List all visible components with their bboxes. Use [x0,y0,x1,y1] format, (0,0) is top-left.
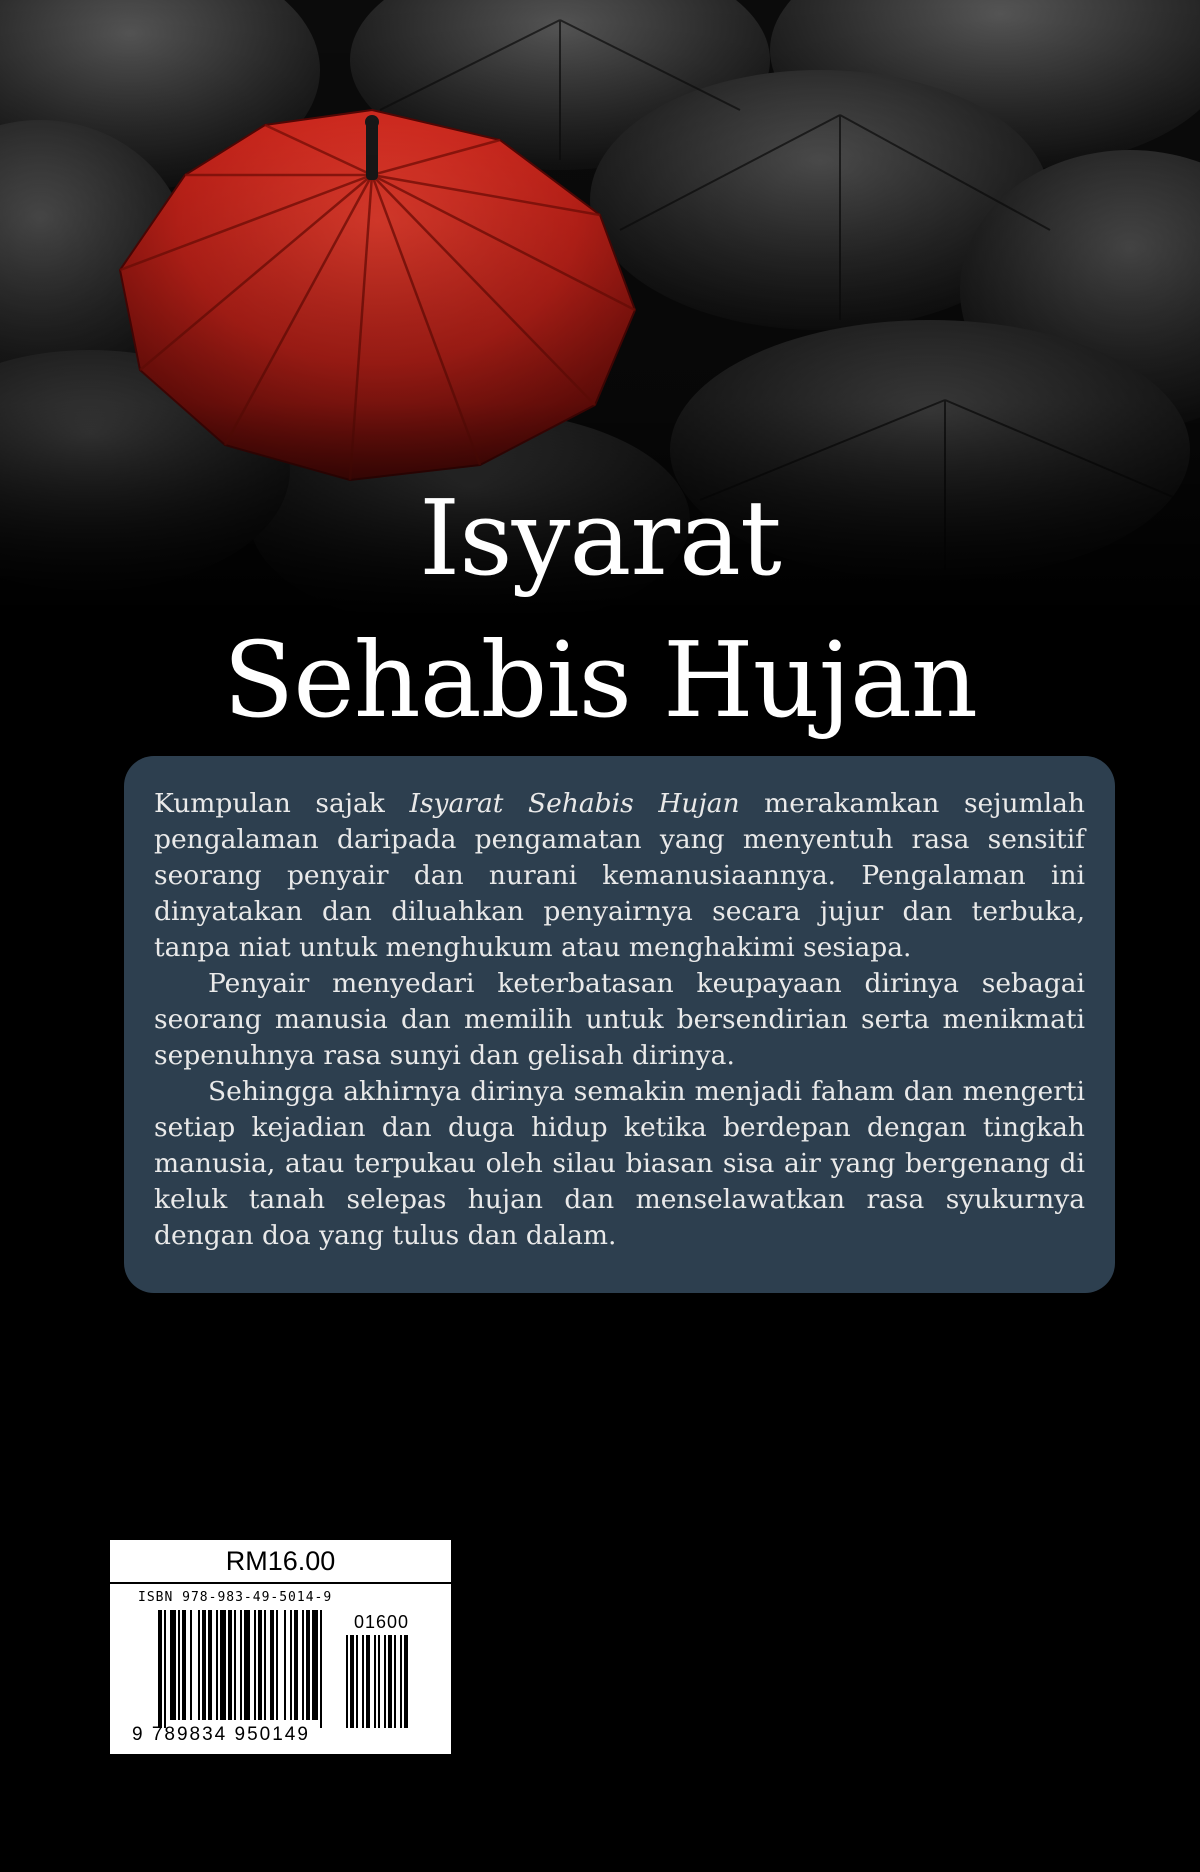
barcode-bar [164,1610,166,1728]
addon-bar [362,1635,364,1728]
addon-bar [350,1635,354,1728]
barcode-digits: 9 789834 950149 [132,1724,310,1745]
price-tag: RM16.00 [110,1540,451,1584]
barcode-bar [254,1610,256,1720]
barcode-bar [190,1610,192,1720]
barcode-bar [208,1610,212,1720]
blurb-p1-end: merakamkan sejumlah pengalaman daripada pengamatan yang menyentuh rasa sensitif seorang penyair dan nurani kemanusiaannya. Pengalaman ini dinyatakan dan diluahkan penyairnya secara jujur dan terbuka, tanpa niat untuk menghukum atau menghakimi sesiapa. [154,788,1085,963]
addon-bar [374,1635,376,1728]
addon-bar [378,1635,380,1728]
blurb-paragraph-2: Penyair menyedari keterbatasan keupayaan dirinya sebagai seorang manusia dan memilih untuk bersendirian serta menikmati sepenuhnya rasa sunyi dan gelisah dirinya. [154,968,1085,1071]
barcode-bars [110,1540,451,1754]
addon-bar [388,1635,392,1728]
book-title-line-1: Isyarat [419,477,781,599]
addon-bar [400,1635,402,1728]
barcode-bar [178,1610,180,1720]
barcode-bar [170,1610,176,1720]
barcode-bar [228,1610,232,1720]
barcode-bar [270,1610,274,1720]
barcode-bar [258,1610,262,1720]
addon-bar [394,1635,396,1728]
barcode-bar [220,1610,226,1720]
barcode-bar [244,1610,250,1720]
barcode-bar [234,1610,236,1720]
barcode-bar [216,1610,218,1720]
barcode-bar [320,1610,322,1728]
addon-bar [384,1635,386,1728]
barcode-bar [202,1610,206,1720]
barcode-label [110,1540,451,1754]
barcode-bar [294,1610,298,1720]
barcode-bar [264,1610,266,1720]
blurb-paragraph-3: Sehingga akhirnya dirinya semakin menjadi faham dan mengerti setiap kejadian dan duga hidup ketika berdepan dengan tingkah manusia, atau terpukau oleh silau biasan sisa air yang bergenang di keluk tanah selepas hujan dan menselawatkan rasa syukurnya dengan doa yang tulus dan dalam. [154,1076,1085,1251]
addon-bar [366,1635,370,1728]
barcode-bar [240,1610,242,1720]
barcode-bar [290,1610,292,1720]
isbn-text: ISBN 978-983-49-5014-9 [138,1590,333,1605]
blurb-box [124,756,1115,1293]
barcode-bar [302,1610,304,1720]
addon-bar [346,1635,348,1728]
addon-bar [356,1635,358,1728]
blurb-p1-start: Kumpulan sajak [154,788,410,819]
blurb-book-title: Isyarat Sehabis Hujan [409,788,740,819]
barcode-bar [182,1610,186,1720]
book-title-line-2: Sehabis Hujan [223,619,977,741]
barcode-bar [312,1610,318,1720]
barcode-bar [158,1610,162,1728]
barcode-bar [284,1610,286,1720]
addon-code: 01600 [354,1612,410,1632]
barcode-bar [306,1610,310,1720]
barcode-bar [198,1610,200,1720]
addon-bar [404,1635,408,1728]
blurb-paragraph-1 [154,786,1085,966]
barcode-bar [276,1610,278,1720]
